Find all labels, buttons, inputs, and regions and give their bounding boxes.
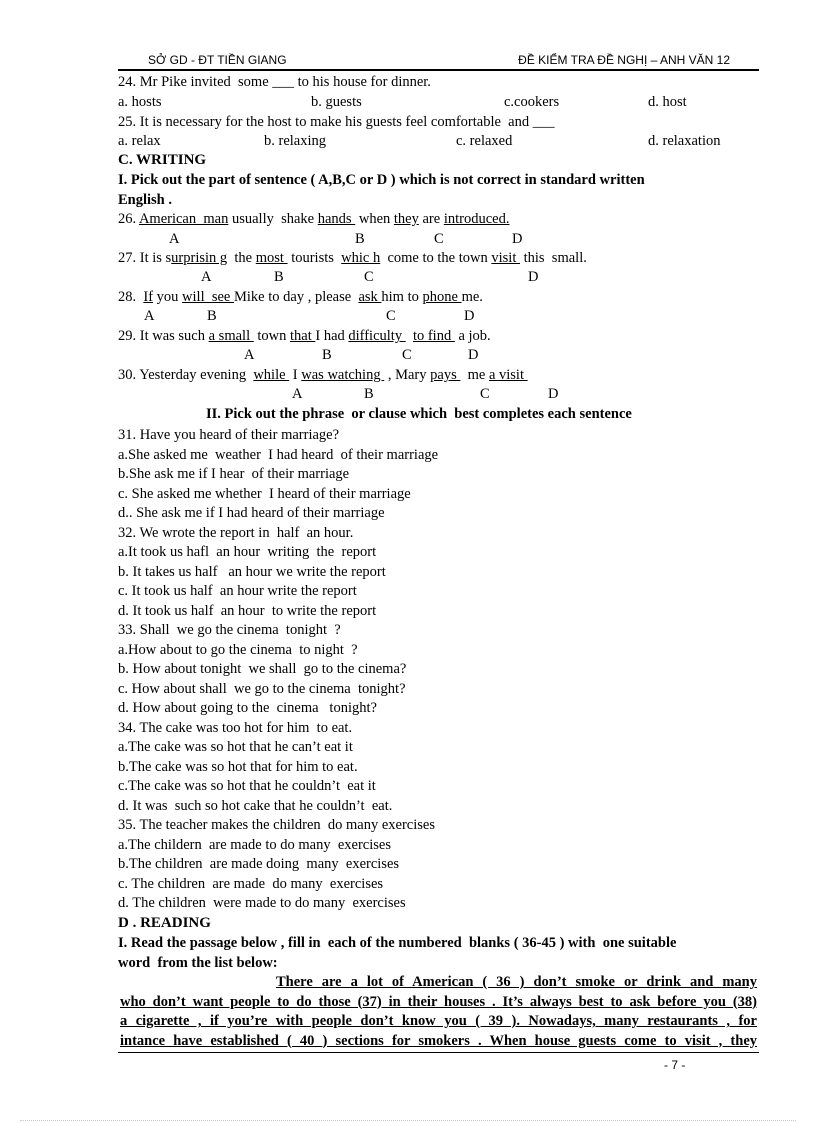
reading-passage [120,973,757,1051]
passage-line: There are a lot of American ( 36 ) don’t smoke or drink and many [276,974,757,990]
question-30-letters: A B C D [292,386,559,402]
header-exam-title: ĐỀ KIỂM TRA ĐỀ NGHỊ – ANH VĂN 12 [518,53,730,67]
option-a: a. hosts [118,94,162,110]
option-c: c.cookers [504,94,560,110]
question-27-letters: A B C D [201,269,539,285]
question-28-letters: A B C D [144,308,475,324]
option-b: b. guests [311,94,362,110]
page-header [140,53,756,69]
passage-line: a cigarette , if you’re with people don’t know you ( 39 ). Nowadays, many restaurants , for [120,1013,757,1029]
option-d: d. host [648,94,687,110]
header-rule [118,69,759,71]
question-29-letters: A B C D [244,347,479,363]
question-26-letters: A B C D [169,231,523,247]
option-d: d. relaxation [648,133,721,149]
passage-line: intance have established ( 40 ) sections for smokers . When house guests come to visit , they [120,1032,757,1049]
passage-line: who don’t want people to do those (37) in their houses . It’s always best to ask before you (38) [120,993,757,1010]
page-edge [20,1120,796,1121]
footer-rule [118,1052,759,1053]
option-b: b. relaxing [264,133,327,149]
option-a: a. relax [118,133,161,149]
option-c: c. relaxed [456,133,513,149]
header-school: SỞ GD - ĐT TIỀN GIANG [148,53,287,67]
page-number: - 7 - [664,1058,686,1072]
